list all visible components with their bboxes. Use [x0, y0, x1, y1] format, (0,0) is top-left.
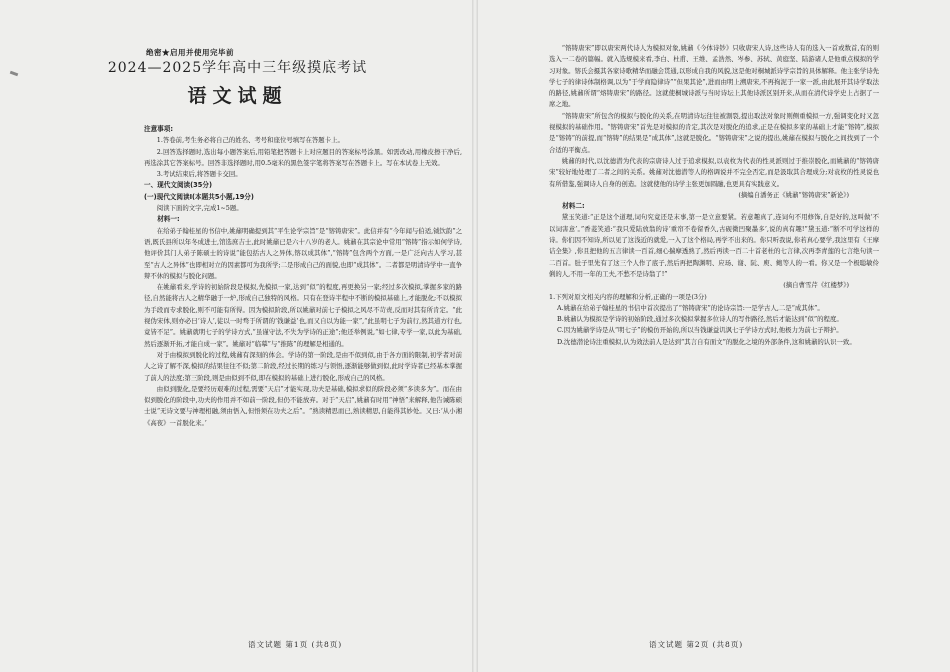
material-paragraph: “镕铸唐宋”所包含的模拟与脱化的关系,在明清诗坛往往被割裂,提出取法对象时则侧重模拟一方,强调变化时又忽视模拟的基础作用。“镕铸唐宋”首先是对模拟的肯定,其次是对脱化的追求,正是在模拟多家的基础上才能“镕铸”,模拟是“镕铸”的前提,而“镕铸”的结果是“成其体”,这就是脱化。“镕铸唐宋”之说的提出,姚鼐在模拟与脱化之间找到了一个合适的平衡点。	[549, 111, 879, 154]
material-source: (摘编自潘务正《姚鼐“镕铸唐宋”新论》)	[738, 190, 849, 199]
notice-item: 3.考试结束后,将答题卡交回。	[156, 170, 242, 179]
notice-item: 2.回答选择题时,选出每小题答案后,用铅笔把答题卡上对应题目的答案标号涂黑。如需改动,用橡皮擦干净后,再选涂其它答案标号。回答非选择题时,用0.5毫米的黑色签字笔将答案写在答题卡上。写在本试卷上无效。	[144, 147, 462, 167]
material-source: (摘自曹雪芹《红楼梦》)	[783, 281, 849, 290]
material-paragraph: 由似到脱化,是要经历艰难的过程,需要“天启”才能实现,功夫是基础,模拟求似的阶段必须“多读多为”。而在由似到脱化的阶段中,功夫的作用并不如前一阶段,但仍不能放弃。对于“天启”,姚鼐有时用“神悟”来解释,他告诫陈硕士说“无诗文要与神理相融,须由悟入,但悟须在功夫之后”。“熟读精思而已,熟读精思,自能得其妙处。又曰:‘从小湘《高夜》一首脱化来。’	[144, 384, 462, 427]
confidential-label: 绝密★启用并使用完毕前	[146, 48, 234, 57]
question-option: A.姚鼐在给弟子翰桂星的书信中首次提出了“镕铸唐宋”的论诗宗旨:一是学古人,二是“成其体”。	[557, 303, 824, 312]
material-label: 材料二:	[562, 202, 585, 211]
question-option: B.姚鼐认为模拟是学诗的初始阶段,通过多次模拟掌握多位诗人的写作路径,然后才能达到“似”的程度。	[557, 315, 843, 324]
right-page	[475, 0, 950, 672]
material-paragraph: 在给弟子翰桂星的书信中,姚鼐明确提到其“平生论学宗旨”是“镕铸唐宋”。此信并有“今年闻与伯适,钺饮韵”之语,既氏县所以年冬成进士,馆选庶吉士,此时姚鼐已是六十八岁的老人。姚鼐在其宗论中常用“镕铸”指示如何学诗,他评价其门人弟子陈硕士的诗说“能包括古人之异体,镕以成其体”,“镕铸”包含两个方面,一是广泛向古人学习,甚至“古人之异体”也即相对立的因素都可为我所学;二是形成自己的面貌,也即“成其体”。二者都是明清诗学中一直争辩不休的模拟与脱化问题。	[144, 226, 462, 280]
material-paragraph: 对于由模拟到脱化的过程,姚鼐有深刻的体会。学诗的第一阶段,是由不似到似,由于各方面的限制,初学者对前人之诗了解不深,模拟的结果往往不似;第二阶段,经过长期的练习与领悟,逐渐能够做到似,此时学诗者已经基本掌握了前人的法度;第三阶段,则是由似到不似,即在模拟的基础上进行脱化,形成自己的风格。	[144, 350, 462, 382]
subject-title: 语文试题	[187, 85, 288, 107]
notice-item: 1.答卷前,考生务必将自己的姓名、考号和座位号填写在答题卡上。	[156, 136, 344, 145]
material-label: 材料一:	[157, 215, 180, 224]
question-option: D.沈德潜论诗注重模拟,认为效法前人是达到“其言自有面文”的脱化之境的外部条件,这和姚鼐的认识一致。	[557, 337, 856, 346]
page-footer: 语文试题 第2页 (共8页)	[649, 640, 744, 649]
material-paragraph: “镕铸唐宋”即以唐宋两代诗人为模拟对象,姚鼐《今体诗钞》只收唐宋人诗,这些诗人有的选入一首或数首,有的则选入一二卷的篇幅。就入选规模来看,李白、杜甫、王维、孟浩然、岑参、苏轼、黄庭坚、陆游诸人是他重点模拟的学习对象。镕氏会摄其各家诗歌精华而融会贯通,以形成自我的风貌,这是他对桐城派诗学宗旨的具体解释。他主张学诗先学七子的律诗体制格调,以为“于学商隐律诗”“但果其论”,进而由明上溯唐宋,不再拘泥于一家一派,由此展开其诗学取法的路径,姚鼐所谓“熔铸唐宋”的路径。这就使桐城诗派与当时诗坛上其他诗派区别开来,从而在清代诗学史上占据了一席之地。	[549, 44, 879, 109]
material-paragraph: 黛玉笑道:“正是这个道理,词句究竟还是末事,第一是立意要紧。若意趣真了,连词句不用修饰,自是好的,这叫做‘不以词害意’。”香菱笑道:“我只爱陆放翁的诗‘重帘不卷留香久,古砚微凹聚墨多’,说的真有趣!”黛玉道:“断不可学这样的诗。你们因不知诗,所以见了这浅近的就爱,一入了这个格局,再学不出来的。你只听我说,你若真心要学,我这里有《王摩诘全集》,你且把他的五言律读一百首,细心揣摩透熟了,然后再读一百二十首老杜的七言律,次再李青莲的七言绝句读一二百首。肚子里先有了这三个人作了底子,然后再把陶渊明、应玚、谢、阮、庾、鲍等人的一看。你又是一个极聪敏伶俐的人,不用一年的工夫,不愁不是诗翁了!”	[549, 213, 879, 278]
page-footer: 语文试题 第1页 (共8页)	[248, 640, 343, 649]
material-paragraph: 姚鼐的时代,以沈德潜为代表的宗唐诗人过于追求模拟,以袁枚为代表的性灵派则过于推崇脱化,而姚鼐的“镕铸唐宋”较好地处理了二者之间的关系。姚鼐对沈德潜等人的格调说并不完全否定,而是汲取其合理成分;对袁枚的性灵说也有所借鉴,强调诗人自身的创造。这就使他的诗学主张更加圆融,也更具有实践意义。	[549, 156, 879, 188]
question-stem: 1.下列对原文相关内容的理解和分析,正确的一项是(3分)	[549, 292, 707, 301]
left-column	[144, 124, 462, 429]
section-heading: 一、现代文阅读(35分)	[144, 181, 212, 190]
exam-title: 2024—2025学年高中三年级摸底考试	[107, 60, 368, 76]
right-column	[549, 43, 879, 348]
section-instruction: 阅读下面的文字,完成1~5题。	[156, 204, 243, 213]
notice-heading: 注意事项:	[144, 125, 174, 133]
subsection-heading: (一)现代文阅读Ⅰ(本题共5小题,19分)	[144, 192, 254, 201]
question-option: C.因为姚鼐学诗是从“明七子”的模仿开始的,所以当钱谦益讥讽七子学诗方式时,他极力为前七子辩护。	[557, 326, 843, 335]
material-paragraph: 在姚鼐看来,学诗的初始阶段是模拟,先模拟一家,达到“似”的程度,再更换另一家;经过多次模拟,掌握多家的路径,自然能将古人之精华融于一炉,形成自己独特的风格。只有在登诗半程中不断的模拟基础上,才能脱化;不以模拟为手段而专求脱化,则不可能有所得。因为模拟阶段,所以姚鼐对前七子模拟之风尽不苛责,反而对其有所肯定。“此视伪宋体,则亦必曰‘诗人’,徒以一时骛于所谓的‘钱谦益’也,而又自以为能一家”,“此虽明七子为前行,然其道方行也,竟皆不足”。姚鼐就明七子的学诗方式,“虽谨守法,不失为学诗的正途”;他还举例说,“如七律,专学一家,以此为基础,然后逐渐开拓,才能自成一家”。姚鼐对“临摹”与“推陈”的理解是相通的。	[144, 283, 462, 348]
